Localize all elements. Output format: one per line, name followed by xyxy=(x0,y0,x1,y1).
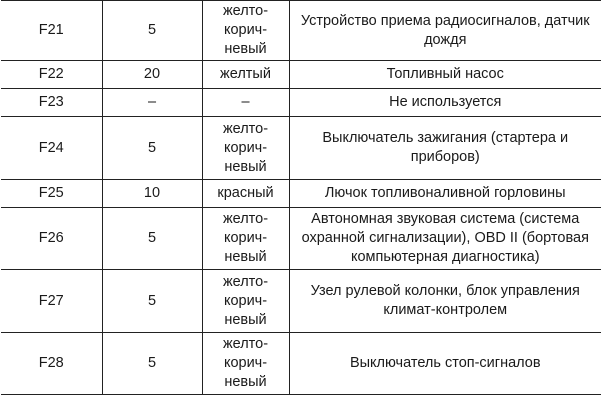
table-row xyxy=(1,208,601,270)
amperage-cell: 5 xyxy=(102,1,202,61)
fuse-id-cell: F24 xyxy=(1,117,102,180)
fuse-id-cell: F22 xyxy=(1,61,102,89)
table-row xyxy=(1,270,601,333)
amperage-cell: 5 xyxy=(102,208,202,270)
table-row xyxy=(1,1,601,61)
amperage-cell: 20 xyxy=(102,61,202,89)
table-row xyxy=(1,180,601,208)
fuse-id-cell: F25 xyxy=(1,180,102,208)
description-cell: Не используется xyxy=(289,89,601,117)
description-cell: Выключатель зажигания (стартера и приборов) xyxy=(289,117,601,180)
fuse-id-cell: F23 xyxy=(1,89,102,117)
wire-color-cell xyxy=(202,117,289,180)
wire-color-cell xyxy=(202,333,289,395)
table-row xyxy=(1,89,601,117)
table-row xyxy=(1,333,601,395)
fuse-id-cell: F26 xyxy=(1,208,102,270)
fuse-id-cell: F28 xyxy=(1,333,102,395)
wire-color-cell xyxy=(202,270,289,333)
fuse-id-cell: F21 xyxy=(1,1,102,61)
description-cell: Топливный насос xyxy=(289,61,601,89)
amperage-cell: – xyxy=(102,89,202,117)
wire-color-text: желтый xyxy=(220,66,271,82)
fuse-table xyxy=(1,0,601,395)
wire-color-cell xyxy=(202,1,289,61)
description-cell: Устройство приема радиосигналов, датчик дождя xyxy=(289,1,601,61)
description-cell: Выключатель стоп-сигналов xyxy=(289,333,601,395)
wire-color-text: желто- корич- невый xyxy=(222,211,269,265)
table-row xyxy=(1,61,601,89)
wire-color-text: красный xyxy=(217,185,274,201)
fuse-id-cell: F27 xyxy=(1,270,102,333)
description-cell: Лючок топливоналивной горловины xyxy=(289,180,601,208)
wire-color-cell xyxy=(202,89,289,117)
description-cell: Автономная звуковая система (система охранной сигнализации), OBD II (бортовая компьютерная диагностика) xyxy=(289,208,601,270)
amperage-cell: 10 xyxy=(102,180,202,208)
description-cell: Узел рулевой колонки, блок управления климат-контролем xyxy=(289,270,601,333)
amperage-cell: 5 xyxy=(102,333,202,395)
wire-color-text: желто- корич- невый xyxy=(222,3,269,57)
wire-color-text: желто- корич- невый xyxy=(222,273,269,328)
wire-color-cell xyxy=(202,180,289,208)
wire-color-cell xyxy=(202,61,289,89)
amperage-cell: 5 xyxy=(102,270,202,333)
wire-color-text: желто- корич- невый xyxy=(222,120,269,175)
wire-color-cell xyxy=(202,208,289,270)
wire-color-text: – xyxy=(241,94,250,110)
table-row xyxy=(1,117,601,180)
amperage-cell: 5 xyxy=(102,117,202,180)
wire-color-text: желто- корич- невый xyxy=(222,336,269,390)
